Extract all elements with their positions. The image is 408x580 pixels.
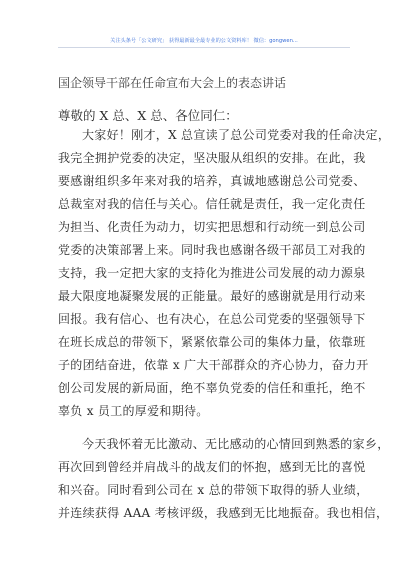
- text-line: 再次回到曾经并肩战斗的战友们的怀抱，感到无比的喜悦: [58, 460, 366, 474]
- paragraph-1: [58, 124, 391, 423]
- text-line: 党委的决策部署上来。同时我也感谢各级干部员工对我的: [58, 243, 366, 257]
- text-line: 回报。我有信心、也有决心，在总公司党委的坚强领导下: [58, 312, 366, 326]
- text-line: 最大限度地凝聚发展的正能量。最好的感谢就是用行动来: [58, 289, 366, 303]
- text-line: 辜负 x 员工的厚爱和期待。: [58, 404, 209, 418]
- salutation: 尊敬的 X 总、X 总、各位同仁：: [58, 108, 238, 123]
- text-line: 我完全拥护党委的决定，坚决服从组织的安排。在此，我: [58, 151, 366, 165]
- text-line: 创公司发展的新局面，绝不辜负党委的信任和重托，绝不: [58, 381, 366, 395]
- paragraph-2: [58, 433, 390, 525]
- text-line: 大家好！刚才，X 总宣读了总公司党委对我的任命决定，: [82, 128, 391, 142]
- banner-text: 关注头条号「公文研究」 获得最新最全最专业的公文资料库！ 微信：gongwen...: [110, 37, 298, 44]
- text-line: 要感谢组织多年来对我的培养，真诚地感谢总公司党委、: [58, 174, 366, 188]
- header-banner: [58, 33, 350, 48]
- text-line: 和兴奋。同时看到公司在 x 总的带领下取得的骄人业绩，: [58, 483, 369, 497]
- text-line: 支持，我一定把大家的支持化为推进公司发展的动力源泉: [58, 266, 366, 280]
- text-line: 并连续获得 AAA 考核评级，我感到无比地振奋。我也相信，: [58, 506, 389, 520]
- text-line: 在班长成总的带领下，紧紧依靠公司的集体力量，依靠班: [58, 335, 366, 349]
- text-line: 总裁室对我的信任与关心。信任就是责任，我一定化责任: [58, 197, 366, 211]
- text-line: 为担当、化责任为动力，切实把思想和行动统一到总公司: [58, 220, 366, 234]
- text-line: 今天我怀着无比激动、无比感动的心情回到熟悉的家乡，: [82, 437, 390, 451]
- text-line: 子的团结奋进，依靠 x 广大干部群众的齐心协力，奋力开: [58, 358, 369, 372]
- document-title: 国企领导干部在任命宣布大会上的表态讲话: [58, 76, 287, 90]
